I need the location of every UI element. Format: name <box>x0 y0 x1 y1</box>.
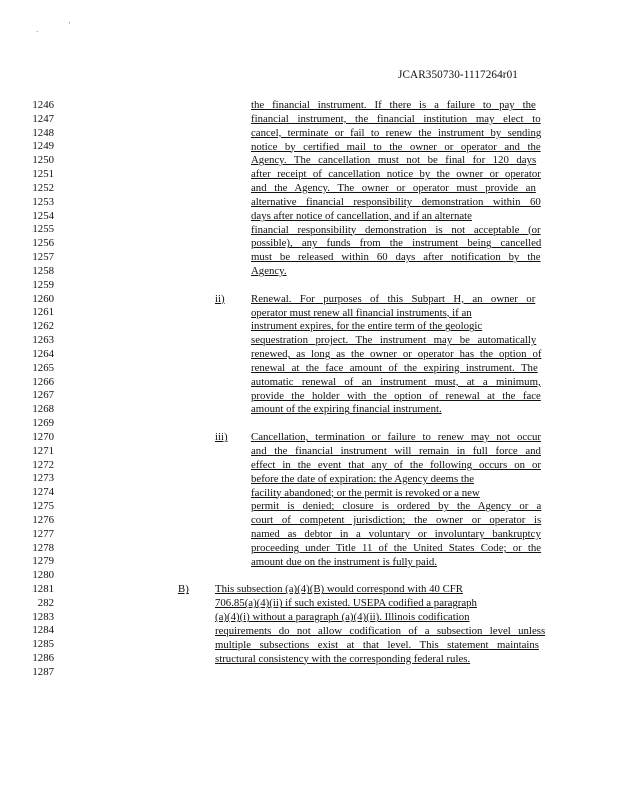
line-number: 1280 <box>32 569 54 582</box>
line-number: 1278 <box>32 541 54 554</box>
text-line: Agency. <box>251 265 287 278</box>
line-number: 1262 <box>32 320 54 333</box>
subsection-marker: iii) <box>215 431 228 444</box>
line-number: 1250 <box>32 154 54 167</box>
text-line: must be released within 60 days after notification by the <box>251 251 541 264</box>
line-number: 1285 <box>32 638 54 651</box>
line-number: 1276 <box>32 513 54 526</box>
text-line: amount due on the instrument is fully paid. <box>251 555 437 568</box>
line-number: 1265 <box>32 361 54 374</box>
text-line: cancel, terminate or fail to renew the instrument by sending <box>251 126 542 139</box>
text-line: multiple subsections exist at that level. This statement maintains <box>215 638 539 651</box>
text-line: effect in the event that any of the following occurs on or <box>251 458 541 471</box>
text-line: amount of the expiring financial instrument. <box>251 403 442 416</box>
text-line: and the financial instrument will remain in full force and <box>251 445 541 457</box>
line-number: 1255 <box>32 223 54 236</box>
line-number: 1253 <box>32 195 54 208</box>
line-number: 1266 <box>32 375 54 388</box>
text-line: Cancellation, termination or failure to renew may not occur <box>251 431 541 444</box>
text-line: alternative financial responsibility demonstration within 60 <box>251 195 541 208</box>
text-line: renewal at the face amount of the expiring instrument. The <box>251 361 538 374</box>
line-number: 1268 <box>32 403 54 416</box>
line-number: 1248 <box>32 126 54 139</box>
text-line: proceeding under Title 11 of the United States Code; or the <box>251 541 542 554</box>
text-line: (a)(4)(i) without a paragraph (a)(4)(ii). Illinois codification <box>215 611 470 624</box>
line-number: 1256 <box>32 237 54 250</box>
line-number: 1258 <box>32 264 54 277</box>
text-line: facility abandoned; or the permit is revoked or a new <box>251 486 480 499</box>
line-number: 1264 <box>32 347 54 360</box>
line-number: 1252 <box>32 181 54 194</box>
line-number: 1273 <box>32 472 54 485</box>
text-line: days after notice of cancellation, and if an alternate <box>251 209 472 222</box>
line-number: 1257 <box>32 251 54 264</box>
text-line: court of competent jurisdiction; the owner or operator is <box>251 514 542 527</box>
text-line: provide the holder with the option of renewal at the face <box>251 389 541 402</box>
line-number: 282 <box>37 596 54 609</box>
text-line: and the Agency. The owner or operator must provide an <box>251 182 536 195</box>
text-line: financial responsibility demonstration is not acceptable (or <box>251 223 541 236</box>
line-number: 1271 <box>32 444 54 457</box>
line-number: 1277 <box>32 527 54 540</box>
text-line: instrument expires, for the entire term of the geologic <box>251 320 483 333</box>
line-number: 1272 <box>32 458 54 471</box>
text-line: sequestration project. The instrument may be automatically <box>251 334 537 347</box>
text-line: Agency. The cancellation must not be final for 120 days <box>251 154 537 167</box>
line-number: 1247 <box>32 112 54 125</box>
text-line: automatic renewal of an instrument must, at a minimum, <box>251 375 541 388</box>
subsection-marker: B) <box>178 583 189 596</box>
line-number-column <box>0 99 54 680</box>
text-line: 706.85(a)(4)(ii) if such existed. USEPA codified a paragraph <box>215 597 477 610</box>
line-number: 1284 <box>32 624 54 637</box>
line-number: 1287 <box>32 665 54 678</box>
line-number: 1269 <box>32 417 54 430</box>
line-number: 1281 <box>32 582 54 595</box>
line-number: 1263 <box>32 334 54 347</box>
line-number: 1246 <box>32 99 54 111</box>
subsection-marker: ii) <box>215 292 225 305</box>
text-line: Renewal. For purposes of this Subpart H, an owner or <box>251 292 536 305</box>
document-header: JCAR350730-1117264r01 <box>398 69 518 81</box>
text-line: requirements do not allow codification of a subsection level unless <box>215 624 546 637</box>
text-line: financial instrument, the financial institution may elect to <box>251 112 541 125</box>
text-line: named as debtor in a voluntary or involuntary bankruptcy <box>251 528 541 541</box>
scan-speck: ' <box>69 21 71 29</box>
line-number: 1261 <box>32 306 54 319</box>
line-number: 1286 <box>32 652 54 665</box>
line-number: 1260 <box>32 292 54 305</box>
text-line: before the date of expiration: the Agency deems the <box>251 472 475 485</box>
text-line: the financial instrument. If there is a failure to pay the <box>251 99 536 111</box>
line-number: 1274 <box>32 486 54 499</box>
text-line: permit is denied; closure is ordered by the Agency or a <box>251 500 542 513</box>
line-number: 1267 <box>32 389 54 402</box>
text-line: renewed, as long as the owner or operator has the option of <box>251 348 542 361</box>
line-number: 1259 <box>32 278 54 291</box>
text-line: possible), any funds from the instrument being cancelled <box>251 237 542 250</box>
line-number: 1254 <box>32 209 54 222</box>
scan-speck: · <box>36 28 39 36</box>
text-line: operator must renew all financial instruments, if an <box>251 306 472 319</box>
text-line: after receipt of cancellation notice by the owner or operator <box>251 168 541 181</box>
line-number: 1270 <box>32 430 54 443</box>
line-number: 1275 <box>32 500 54 513</box>
text-line: structural consistency with the corresponding federal rules. <box>215 652 471 665</box>
line-number: 1251 <box>32 168 54 181</box>
text-line: This subsection (a)(4)(B) would correspond with 40 CFR <box>215 583 463 596</box>
line-number: 1249 <box>32 140 54 153</box>
line-number: 1283 <box>32 610 54 623</box>
text-line: notice by certified mail to the owner or operator and the <box>251 140 541 153</box>
line-number: 1279 <box>32 555 54 568</box>
